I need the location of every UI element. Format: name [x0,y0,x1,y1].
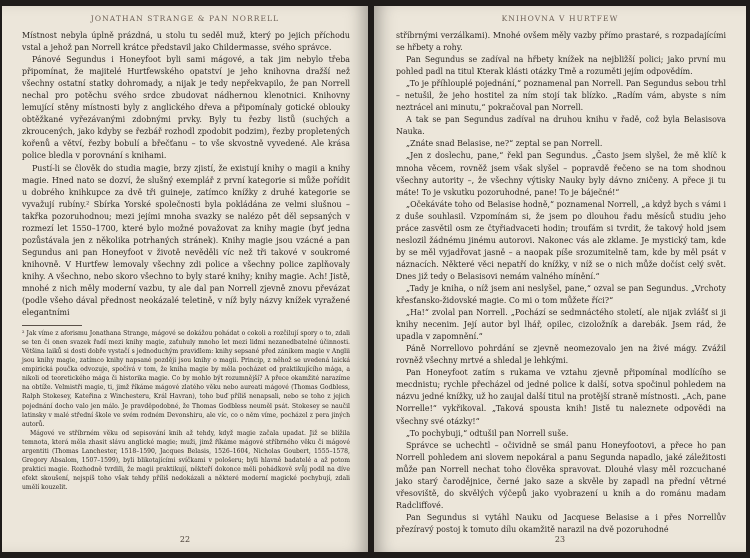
right-page [374,6,746,552]
left-page-body [22,30,350,532]
paragraph: „To pochybuji,“ odtušil pan Norrell suše. [406,428,569,438]
paragraph: Pustí-li se člověk do studia magie, brzy zjistí, že existují knihy o magii a knihy magie. Hned nato se dozví, že slušný exemplář z první kategorie si může pořídit u dobrého knihkupce za dvě tři guineje, zatímco knížky z druhé kategorie se vyvažují rubíny.² Sbírka Yorské společnosti byla pokládána ze velmi slušnou – takřka pozoruhodnou; mezi jejími mnoha svazky se nalézo pět děl sepsaných v rozmezí let 1550–1700, které bylo možné považovat za knihy magie (byť jedna pozůstávala jen z několika potrhaných stránek). Knihy magie jsou vzácné a pan Segundus ani pan Honeyfoot v životě nevěděli víc než tři takové v soukromé knihovně. V Hurtfew lemovaly všechny zdi police a všechny police zaplňovaly knihy. A všechno, nebo skoro všechno to byly staré knihy; knihy magie. Ach! Jistě, mnohé z nich měly moderní vazbu, ty ale dal pan Norrell zjevně znovu převázat (podle všeho dával přednost neokázalé teletině, v níž byly názvy knížek vyražené elegantními [22,163,350,318]
paragraph: Správce se uchechtl – očividně se smál panu Honeyfootovi, a přece ho pan Norrell pohledem ani slovem nepokáral a panu Segunda napadlo, jaké záležitosti může pan Norrell nechat toho člověka spravovat. Dlouhé vlasy měl rozcuchané jako starý čarodějnice, černé jako saze a skvěle by zapadl na přední větrné vřesoviště, do skvělých výčepů jako vyobrazení u knih a do románu madam Radcliffové. [396,440,726,510]
page-number-right: 23 [554,535,566,544]
paragraph: „Jen z doslechu, pane,“ řekl pan Segundus. „Často jsem slyšel, že mě klíč k mnoha věcem, rovněž jsem však slyšel – popravdě řečeno se na tom shodnou všechny autority –, že všechny výtisky Nauky byly dávno zničeny. A přece ji tu máte! To je vskutku pozoruhodné, pane! To je báječné!“ [396,151,726,197]
paragraph: stříbrnými verzálkami). Mnohé ovšem měly vazby přímo prastaré, s rozpadajícími se hřbety a rohy. [396,31,726,53]
left-page [2,6,368,552]
paragraph: Pan Segundus se zadíval na hřbety knížek na nejbližší polici; jako první mu pohled padl na titul Kterak klásti otázky Tmě a rozuměti jejím odpovědím. [396,55,726,77]
right-page-body [396,30,726,532]
running-head-right: KNIHOVNA V HURTFEW [501,14,619,23]
paragraph: Pánové Segundus i Honeyfoot byli sami mágové, a tak jim nebylo třeba připomínat, že majitelé Hurtfewského opatství je jeho knihovna dražší než všechny ostatní statky dohromady, a nijak je tedy nepřekvapilo, že pan Norrell nechal pro potěchu svého srdce zbudovat nádhernou klenotnici. Knihovny lemující stěny místnosti byly z anglického dřeva a připomínaly gotické oblouky obtěžkané vyřezávanými zdobnými prvky. Byly tu řezby listů (suchých a zkroucených, jako kdyby se řezbář rozhodl zpodobit podzim), řezby propletených kořenů a větví, řezby bobulí a břečťanu – to vše skvostně vyvedené. Ale krása police bledla v porovnání s knihami. [22,55,350,161]
page-number-left: 22 [179,535,191,544]
footnote-paragraph: ² Jak víme z aforismu Jonathana Strange, mágové se dokážou pohádat o cokoli a rozčilují spory o to, zdali se ten či onen svazek řadí mezi knihy magie, zaťuhuly mnoho let mezi lidmi nezanedbatelné účinnosti. Většina laiků si dosti dobře vystačí s jednoduchým pravidlem: knihy sepsané před zánikem magie v Anglii jsou knihy magie, zatímco knihy napsané později jsou knihy o magii. Princip, z něhož se uvedená laická empirická poučka odvozuje, spočívá v tom, že kniha magie by měla pocházet od praktikujícího mága, a nikoli od teoretického mága či historika magie. Co by mohlo být rozumnější? A přece okamžité narazíme na obtíže. Velmistři magie, ti, jimž říkáme mágové zlatého věku nebo aureati mágové (Thomas Godbless, Ralph Stokesey, Kateřina z Winchesteru, Král Havran), toho buď příliš nenapsali, nebo se toho z jejich pojednání docho valo jen málo. Je pravděpodobné, že Thomas Godbless neuměl psát. Stokesey se naučil latinsky v malé střední škole ve svém rodném Devonshiru, ale víc, co o něm víme, pocházel z pera jiných autorů. [22,330,350,428]
paragraph: Pan Segundus si vytáhl Nauku od Jacquese Belasise a i přes Norrellův přezíravý postoj k tomuto dílu okamžitě narazil na dvě pozoruhodné [396,512,726,534]
paragraph: „Tady je kniha, o níž jsem ani neslyšel, pane,“ ozval se pan Segundus. „Vrchoty křesťansko-židovské magie. Co mi o tom můžete říci?“ [396,283,726,306]
footnote [22,329,350,492]
paragraph: „Znáte snad Belasise, ne?“ zeptal se pan Norrell. [406,139,603,149]
paragraph: Místnost nebyla úplně prázdná, u stolu tu seděl muž, který po jejich příchodu vstal a jehož pan Norrell krátce představil jako Childermasse, svého správce. [22,31,350,53]
paragraph: „Očekáváte toho od Belasise hodně,“ poznamenal Norrell, „a když bych s vámi i z duše souhlasil. Vzpomínám si, že jsem po dlouhou řadu měsíců studiu jeho práce zasvětil osm ze čtyřiadvaceti hodin; troufám si tvrdit, že takový hold jsem neslozil žádnému jinému autorovi. Nakonec vás ale zklame. Je mystický tam, kde by se měl vyjadřovat jasně – a naopak píše srozumitelně tam, kde by měl psát v náznacích. Některé věci nepatří do knížky, v níž se o nich může dočíst celý svět. Dnes již tedy o Belasisovi nemám valného mínění.“ [396,199,726,281]
paragraph: „Ha!“ zvolal pan Norrell. „Pochází se sedmnáctého století, ale nijak zvlášť si ji knihy necenim. Její autor byl lhář, opilec, cizoložník a darebák. Jsem rád, že upadla v zapomnění.“ [396,308,726,342]
paragraph: Pan Honeyfoot zatím s rukama ve vztahu zjevně připomínal modlícího se mecdnistu; rychle přecházel od jedné police k další, sotva spočinul pohledem na názvu jedné knížky, už ho zaujal další titul na protější straně místnosti. „Ach, pane Norrelle!“ vykřikoval. „Taková spousta knih! Jistě tu naleznete odpovědi na všechny své otázky!“ [396,368,726,426]
paragraph: „To je příhlouplé pojednání,“ poznamenal pan Norrell. Pan Segundus sebou trhl – netušil, že jeho hostitel za ním stojí tak blízko. „Radím vám, abyste s ním neztrácel ani minutu,“ pokračoval pan Norrell. [396,79,726,113]
paragraph: A tak se pan Segundus zadíval na druhou knihu v řadě, což byla Belasisova Nauka. [396,115,726,137]
footnote-paragraph: Mágové ve stříbrném věku od sepisování knih až tehdy, když magie začala upadat. Již se blížila temnota, která měla zhasit slávu anglické magie; muži, jimž říkáme mágové stříbrného věku či mágové argentiti (Thomas Lanchester, 1518–1590, Jacques Belasis, 1526–1604, Nicholas Goubert, 1555–1578, Gregory Absalom, 1507–1599), byli blikotajícími svíčkami v pološeru; byli hlavně badatelé a až potom praktici magie. Rozhodně tvrdili, že magii praktikují, někteří dokonce měli pohádkově svůj podíl na díve efekt skoušení, nejspíš toho však tehdy příliš nedokázali a některé moderní magické pochybují, zdali umělí kouzelit. [22,429,350,491]
paragraph: Páně Norrellovo pohrdání se zjevně neomezovalo jen na živé mágy. Zvážil rovněž všechny mrtvé a shledal je lehkými. [396,344,726,366]
running-head-left: JONATHAN STRANGE & PAN NORRELL [90,14,280,23]
footnote-rule [22,325,82,326]
